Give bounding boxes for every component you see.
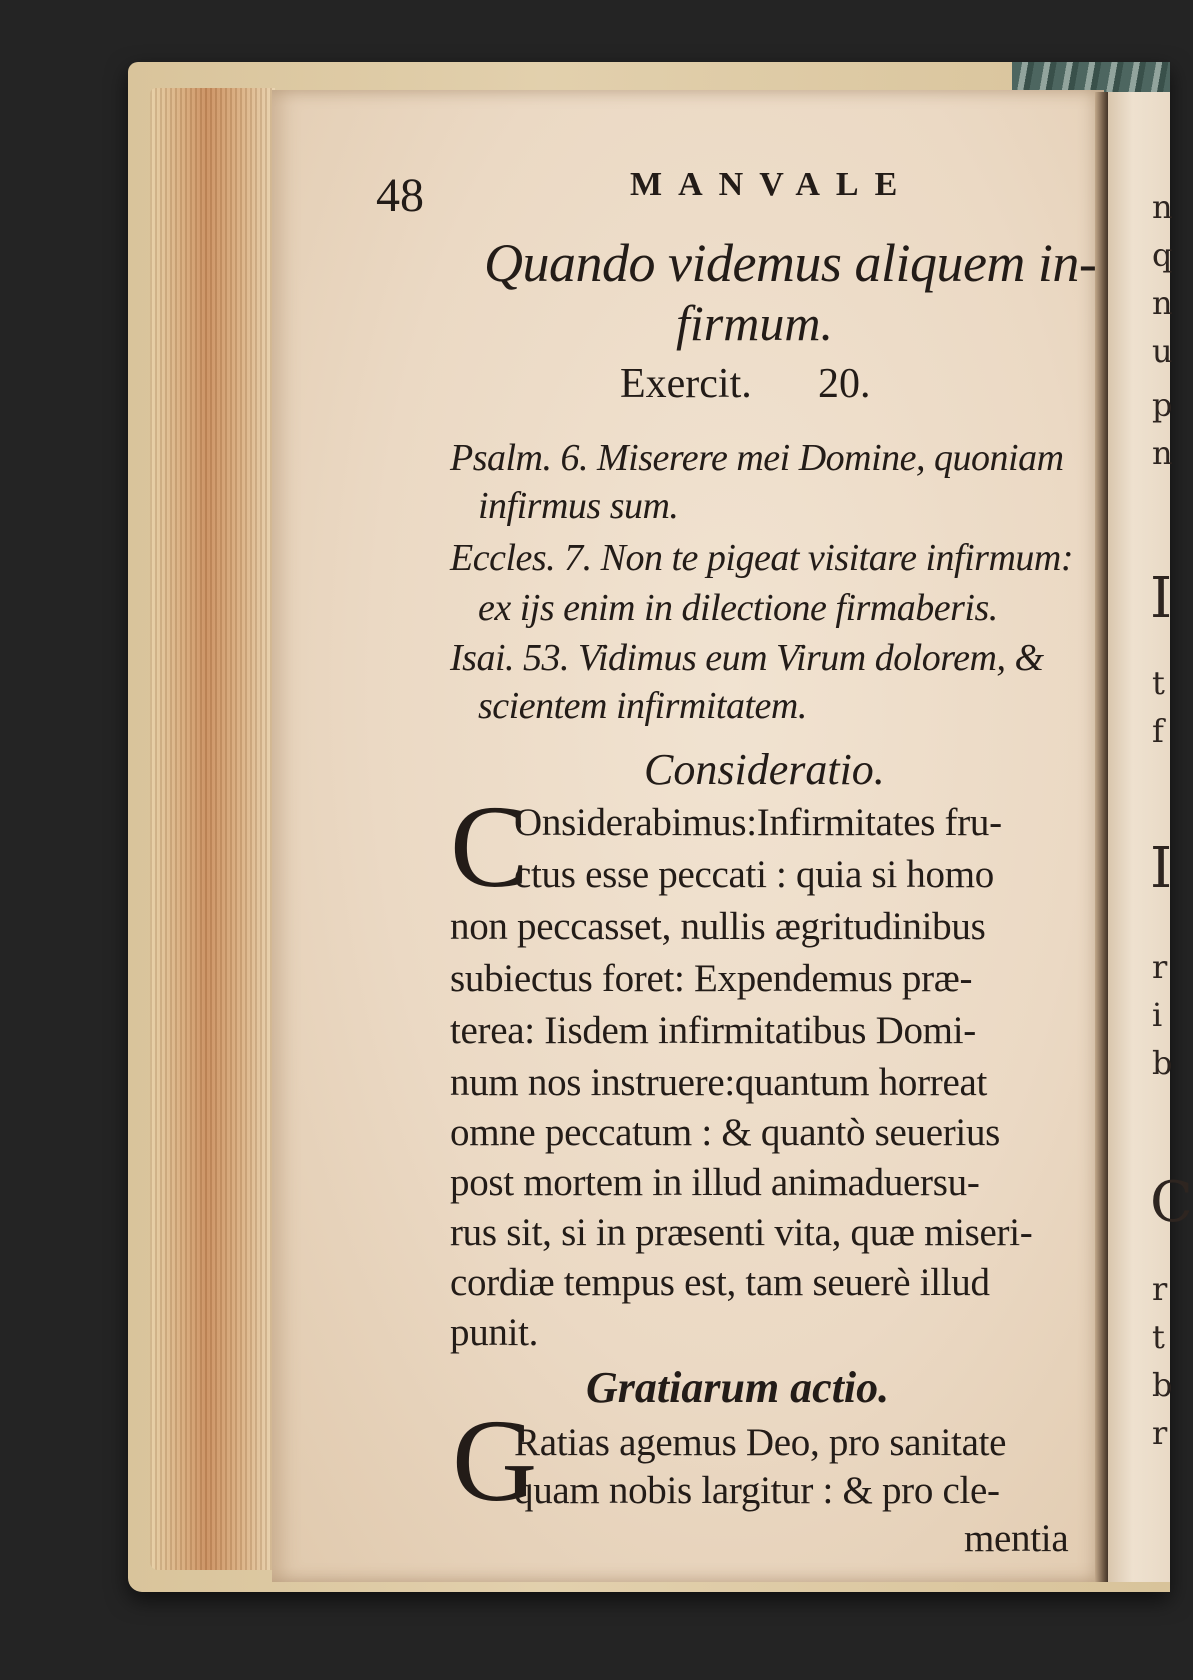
page-number: 48 — [376, 169, 424, 222]
gutter-shadow — [1095, 92, 1109, 1582]
next-page-char: q — [1152, 236, 1173, 274]
drop-cap-g: G — [452, 1395, 538, 1526]
citation-psalm-line-1: Psalm. 6. Miserere mei Domine, quoniam — [450, 437, 1064, 479]
citation-psalm-line-2: infirmus sum. — [478, 485, 679, 527]
next-page-char: b — [1152, 1044, 1173, 1082]
consideratio-line: terea: Iisdem infirmitatibus Domi- — [450, 1009, 976, 1052]
consideratio-line: omne peccatum : & quantò seuerius — [450, 1111, 1001, 1154]
consideratio-line: non peccasset, nullis ægritudinibus — [450, 905, 986, 948]
next-page-char: b — [1152, 1366, 1173, 1404]
citation-isai-line-1: Isai. 53. Vidimus eum Virum dolorem, & — [450, 637, 1044, 679]
running-head: MANVALE — [630, 166, 914, 203]
consideratio-line: punit. — [450, 1311, 539, 1354]
next-page-char: t — [1152, 1318, 1165, 1356]
chapter-title-line-2: firmum. — [676, 295, 833, 351]
consideratio-line: num nos instruere:quantum horreat — [450, 1061, 988, 1104]
consideratio-line: post mortem in illud animaduersu- — [450, 1161, 980, 1204]
next-page-char: r — [1152, 948, 1168, 986]
chapter-title-line-1: Quando videmus aliquem in- — [484, 233, 1097, 293]
consideratio-line: ctus esse peccati : quia si homo — [514, 853, 994, 896]
citation-isai-line-2: scientem infirmitatem. — [478, 685, 807, 727]
next-page-char: I — [1150, 566, 1173, 631]
gratiarum-line: Ratias agemus Deo, pro sanitate — [514, 1421, 1007, 1464]
consideratio-line: cordiæ tempus est, tam seuerè illud — [450, 1261, 990, 1304]
section-heading-gratiarum: Gratiarum actio. — [586, 1363, 890, 1412]
consideratio-line: rus sit, si in præsenti vita, quæ miseri- — [450, 1211, 1033, 1254]
citation-eccles-line-2: ex ijs enim in dilectione firmaberis. — [478, 587, 998, 629]
next-page-char: i — [1152, 996, 1163, 1034]
next-page-char: t — [1152, 664, 1165, 702]
page-edges — [150, 88, 275, 1570]
citation-eccles-line-1: Eccles. 7. Non te pigeat visitare infirmum: — [450, 537, 1073, 579]
spine-binding — [1012, 62, 1170, 92]
gratiarum-line: quam nobis largitur : & pro cle- — [514, 1469, 1000, 1512]
gratiarum-line: mentia — [964, 1517, 1069, 1560]
exercise-label: Exercit. — [620, 361, 752, 407]
drop-cap-c: C — [450, 781, 529, 912]
next-page-char: u — [1152, 332, 1173, 370]
next-page-char: f — [1152, 712, 1164, 750]
next-page-char: r — [1152, 1270, 1168, 1308]
next-page-char: n — [1152, 434, 1173, 472]
next-page-char: p — [1152, 386, 1173, 424]
consideratio-line: Onsiderabimus:Infirmitates fru- — [514, 801, 1002, 844]
next-page-char: I — [1150, 836, 1173, 901]
next-page-char: C — [1150, 1170, 1193, 1235]
consideratio-line: subiectus foret: Expendemus præ- — [450, 957, 973, 1000]
next-page-char: r — [1152, 1414, 1168, 1452]
section-heading-consideratio: Consideratio. — [644, 745, 885, 794]
next-page-char: n — [1152, 284, 1173, 322]
next-page-char: n — [1152, 188, 1173, 226]
exercise-number: 20. — [818, 361, 871, 407]
